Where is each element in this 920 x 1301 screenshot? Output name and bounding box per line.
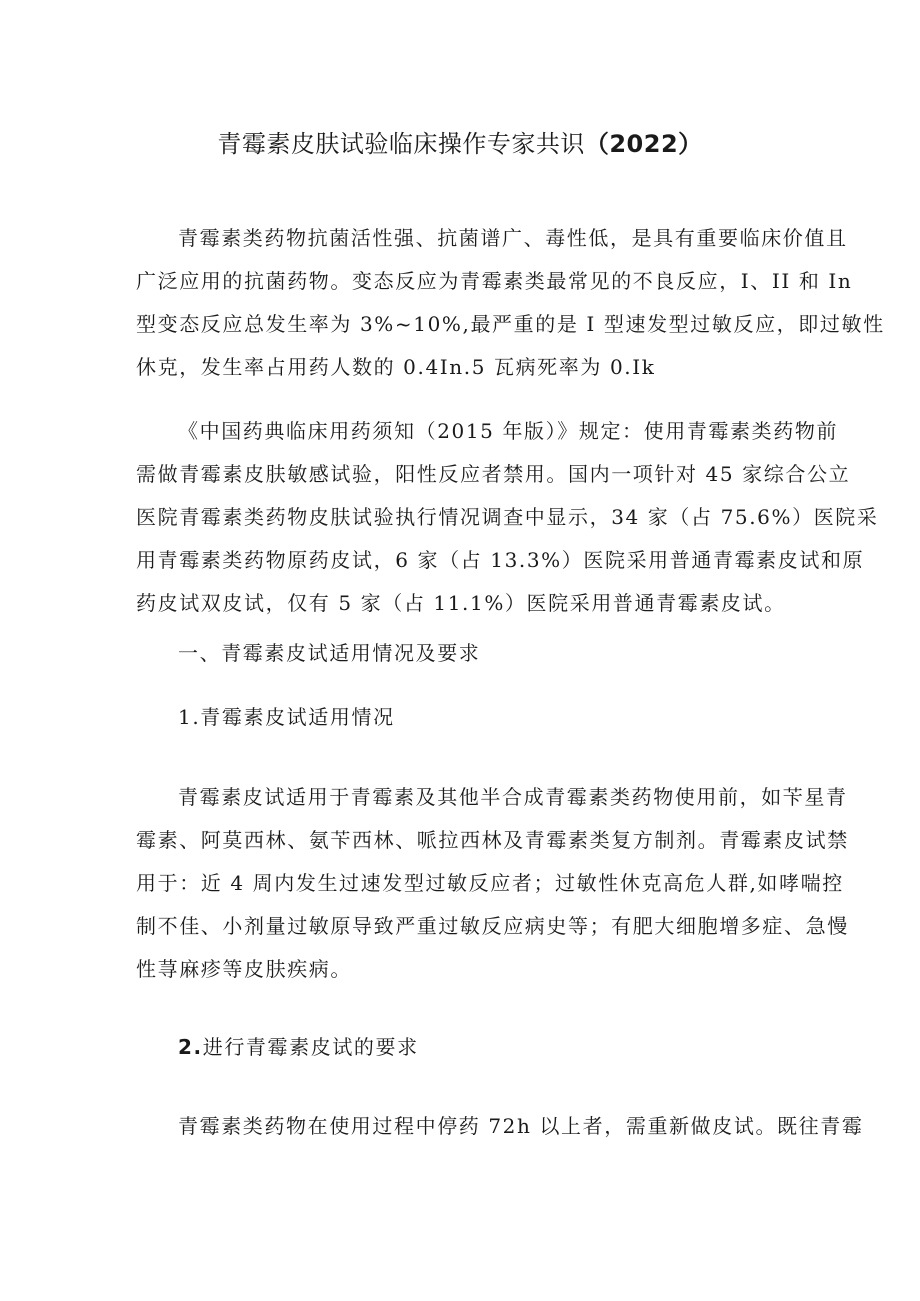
paragraph-pharmacopoeia [136, 410, 879, 625]
paragraph-line: 《中国药典临床用药须知（2015 年版）》规定：使用青霉素类药物前 [178, 419, 839, 443]
subheading-2-text: 进行青霉素皮试的要求 [202, 1035, 419, 1059]
paragraph-line: 广泛应用的抗菌药物。变态反应为青霉素类最常见的不良反应，I、II 和 In [136, 269, 853, 293]
paragraph-line: 用青霉素类药物原药皮试，6 家（占 13.3%）医院采用普通青霉素皮试和原 [136, 548, 865, 572]
document-title [0, 124, 920, 159]
section-heading-1: 一、青霉素皮试适用情况及要求 [178, 641, 481, 665]
paragraph-line: 制不佳、小剂量过敏原导致严重过敏反应病史等；有肥大细胞增多症、急慢 [136, 914, 849, 938]
title-year: （2022） [584, 130, 703, 158]
paragraph-line: 性荨麻疹等皮肤疾病。 [136, 957, 352, 981]
paragraph-line: 霉素、阿莫西林、氨苄西林、哌拉西林及青霉素类复方制剂。青霉素皮试禁 [136, 828, 849, 852]
subheading-2-number: 2. [178, 1035, 203, 1059]
paragraph-line: 需做青霉素皮肤敏感试验，阳性反应者禁用。国内一项针对 45 家综合公立 [136, 462, 851, 486]
title-main: 青霉素皮肤试验临床操作专家共识 [217, 130, 585, 158]
paragraph-line: 药皮试双皮试，仅有 5 家（占 11.1%）医院采用普通青霉素皮试。 [136, 591, 786, 615]
subheading-2 [178, 1032, 419, 1062]
paragraph-line: 休克，发生率占用药人数的 0.4In.5 瓦病死率为 0.Ik [136, 355, 656, 379]
paragraph-applicability [136, 776, 849, 991]
paragraph-intro [136, 217, 885, 389]
paragraph-line: 型变态反应总发生率为 3%~10%,最严重的是 I 型速发型过敏反应，即过敏性 [136, 312, 885, 336]
subheading-1: 1.青霉素皮试适用情况 [178, 705, 395, 729]
paragraph-line: 青霉素类药物抗菌活性强、抗菌谱广、毒性低，是具有重要临床价值且 [178, 226, 848, 250]
paragraph-line: 用于：近 4 周内发生过速发型过敏反应者；过敏性休克高危人群,如哮喘控 [136, 871, 844, 895]
paragraph-line: 医院青霉素类药物皮肤试验执行情况调查中显示，34 家（占 75.6%）医院采 [136, 505, 879, 529]
paragraph-line: 青霉素皮试适用于青霉素及其他半合成青霉素类药物使用前，如苄星青 [178, 785, 848, 809]
paragraph-line: 青霉素类药物在使用过程中停药 72h 以上者，需重新做皮试。既往青霉 [178, 1114, 864, 1138]
paragraph-requirements [136, 1105, 864, 1148]
